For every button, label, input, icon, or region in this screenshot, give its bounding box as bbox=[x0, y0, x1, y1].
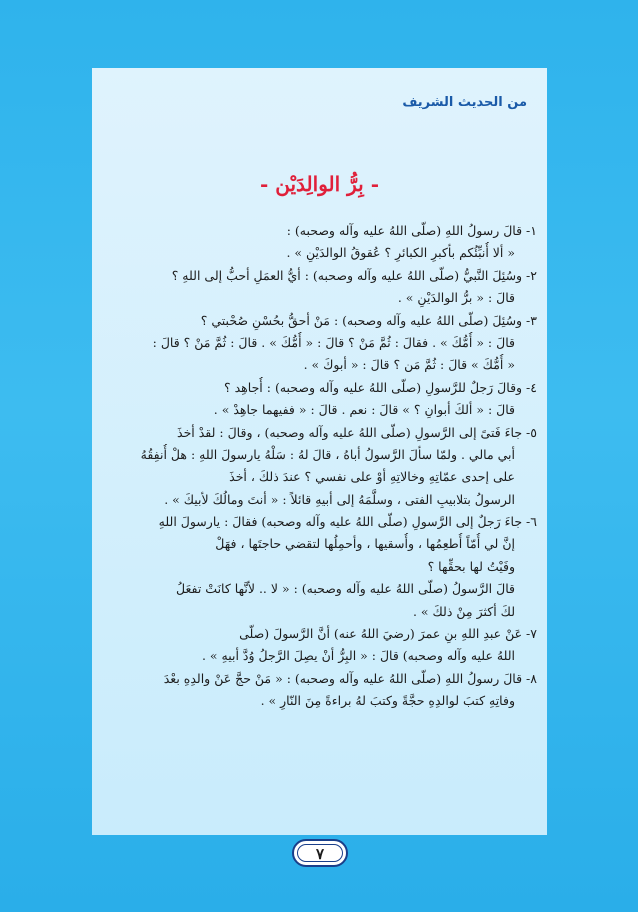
hadith-6-line-4: قالَ الرَّسولُ (صلّى اللهُ عليه وآله وصحبه) : « لا .. لأنَّها كانَتْ تفعَلُ bbox=[176, 581, 515, 597]
hadith-2-line-2: قالَ : « برُّ الوالدَيْنِ » . bbox=[397, 290, 515, 306]
hadith-4-line-2: قالَ : « ألكَ أبوانِ ؟ » قالَ : نعم . قالَ : « ففيهما جاهِدْ » . bbox=[213, 402, 515, 418]
hadith-4-line-1: ٤- وقالَ رَجلٌ للرَّسولِ (صلّى اللهُ عليه وآله وصحبه) : أُجاهِد ؟ bbox=[224, 379, 537, 395]
hadith-1-line-2: « ألا أُنبِّئُكم بأكبرِ الكبائرِ ؟ عُقوقُ الوالدَيْنِ » . bbox=[286, 245, 515, 261]
hadith-7-line-2: اللهُ عليه وآله وصحبه) قالَ : « البِرُّ أنْ يصِلَ الرَّجلُ وُدَّ أبيهِ » . bbox=[201, 648, 515, 664]
page-number: ٧ bbox=[297, 844, 343, 862]
hadith-5-line-2: أبي مالي . ولمّا سألَ الرَّسولُ أباهُ ، قالَ لهُ : سَلْهُ يارسولَ اللهِ : هلْ أُنفِقُهُ bbox=[140, 446, 515, 462]
page-heading: - بِرُّ الوالِدَيْن - bbox=[259, 172, 379, 196]
hadith-5-line-1: ٥- جاءَ فَتىً إلى الرَّسولِ (صلّى اللهُ عليه وآله وصحبه) ، وقالَ : لقدْ أخذَ bbox=[177, 424, 537, 440]
hadith-6-line-5: لكَ أكثرَ مِنْ ذلكَ » . bbox=[412, 603, 515, 619]
hadith-6-line-1: ٦- جاءَ رَجلٌ إلى الرَّسولِ (صلّى اللهُ عليه وآله وصحبه) فقالَ : يارسولَ اللهِ bbox=[158, 514, 537, 530]
hadith-2-line-1: ٢- وسُئِلَ النَّبيُّ (صلّى اللهُ عليه وآله وصحبه) : أيُّ العمَلِ أحبُّ إلى اللهِ ؟ bbox=[171, 267, 537, 283]
page-number-badge bbox=[292, 839, 348, 867]
hadith-5-line-4: الرسولُ بتلابيبِ الفتى ، وسلَّمَهُ إلى أبيهِ قائلاً : « أنتَ ومالُكَ لأبيكَ » . bbox=[164, 491, 515, 507]
hadith-8-line-2: وفاتِهِ كتبَ لوالدِهِ حجَّةً وكتبَ لهُ براءةً مِنَ النّارِ » . bbox=[260, 693, 515, 709]
hadith-3-line-2: قالَ : « أُمُّكَ » . فقالَ : ثُمَّ مَنْ ؟ قالَ : « أُمُّكَ » . قالَ : ثُمَّ مَنْ ؟ قالَ : bbox=[152, 334, 515, 350]
hadith-7-line-1: ٧- عَنْ عبدِ اللهِ بنِ عمرَ (رضيَ اللهُ عنه) أنَّ الرَّسولَ (صلّى bbox=[239, 626, 537, 642]
hadith-1-line-1: ١- قالَ رسولُ اللهِ (صلّى اللهُ عليه وآله وصحبه) : bbox=[286, 223, 537, 238]
hadith-6-line-2: إنَّ لي أُمّاً أُطعِمُها ، وأُسقيها ، وأحمِلُها لتقضي حاجتَها ، فهَلْ bbox=[215, 536, 515, 552]
section-title: من الحديث الشريف bbox=[402, 95, 527, 110]
hadith-3-line-1: ٣- وسُئِلَ (صلّى اللهُ عليه وآله وصحبه) : مَنْ أحقُّ بحُسْنِ صُحْبتي ؟ bbox=[200, 312, 537, 328]
hadith-8-line-1: ٨- قالَ رسولُ اللهِ (صلّى اللهُ عليه وآله وصحبه) : « مَنْ حجَّ عَنْ والدِهِ بعْدَ bbox=[163, 670, 537, 686]
hadith-6-line-3: وفَيْتُ لها بحقِّها ؟ bbox=[427, 558, 515, 574]
content-panel bbox=[92, 68, 547, 835]
hadith-5-line-3: على إحدى عمّاتِهِ وخالاتِهِ أوْ على نفسي ؟ عندَ ذلكَ ، أخذَ bbox=[229, 469, 515, 485]
hadith-list bbox=[102, 220, 537, 713]
hadith-3-line-3: « أُمُّكَ » قالَ : ثُمَّ مَن ؟ قالَ : « أبوكَ » . bbox=[303, 357, 515, 373]
